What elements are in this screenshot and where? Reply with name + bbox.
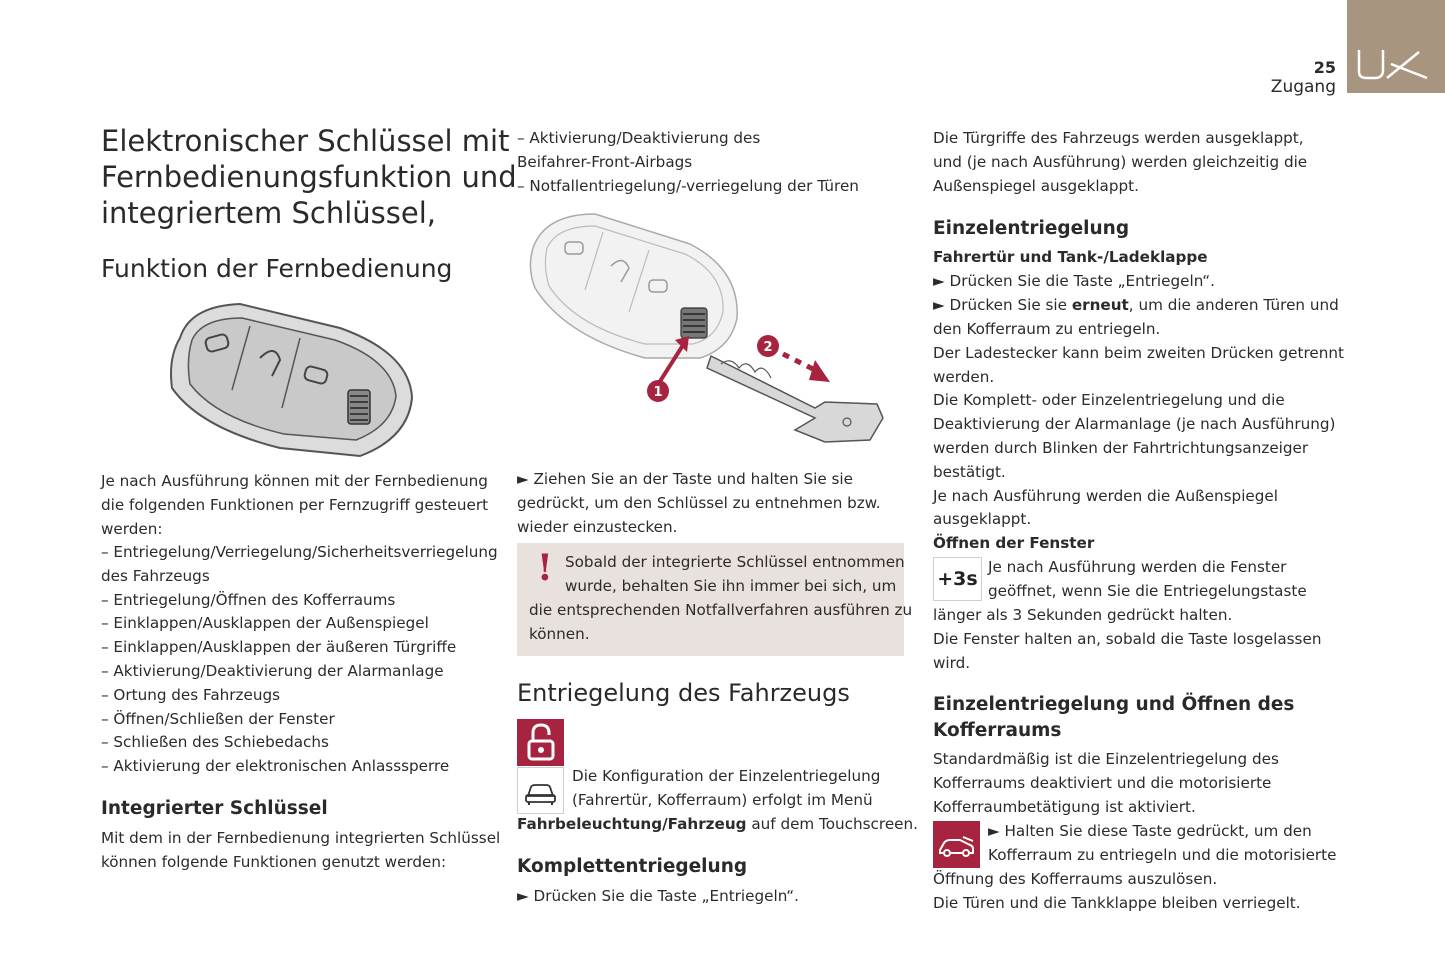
press-once-step: ► Drücken Sie die Taste „Entriegeln“. [933, 272, 1215, 290]
callout-2-label: 2 [763, 340, 773, 355]
text-line: Je nach Ausführung können mit der Fernbedienung [101, 472, 488, 490]
text-line: Sobald der integrierte Schlüssel entnommen [565, 553, 905, 571]
text-line: auf dem Touchscreen. [746, 815, 918, 833]
text-line: Standardmäßig ist die Einzelentriegelung des [933, 750, 1279, 768]
trunk-button-icon-box [933, 821, 980, 868]
text-line: Die Türen und die Tankklappe bleiben verriegelt. [933, 893, 1301, 912]
list-item: – Öffnen/Schließen der Fenster [101, 709, 335, 728]
text-line: werden: [101, 519, 163, 538]
text-line: Die Türgriffe des Fahrzeugs werden ausgeklappt, [933, 129, 1304, 147]
text-line: Kofferraumbetätigung ist aktiviert. [933, 797, 1196, 816]
windows-paragraph [933, 604, 1321, 675]
unlock-icon-box [517, 719, 564, 766]
complete-unlock-step: ► Drücken Sie die Taste „Entriegeln“. [517, 887, 799, 905]
text-line: die entsprechenden Notfallverfahren ausführen zu [529, 601, 913, 619]
text-line: den Kofferraum zu entriegeln. [933, 320, 1161, 338]
plus3s-icon [933, 557, 982, 601]
config-paragraph [572, 765, 880, 813]
heading-unlock-vehicle: Entriegelung des Fahrzeugs [517, 679, 850, 707]
integrated-paragraph [101, 827, 500, 875]
list-item: – Entriegelung/Verriegelung/Sicherheitsverriegelung [101, 543, 498, 561]
heading-integrated-key: Integrierter Schlüssel [101, 798, 328, 819]
list-item: – Aktivierung/Deaktivierung des [517, 129, 761, 147]
main-title [101, 123, 517, 231]
page-number: 25 [1313, 58, 1336, 77]
text-line: Die Fenster halten an, sobald die Taste losgelassen [933, 629, 1322, 648]
title-line: Elektronischer Schlüssel mit [101, 124, 510, 158]
key-removal-illustration [525, 208, 890, 453]
section-tab [1347, 0, 1445, 93]
title-line: integriertem Schlüssel, [101, 196, 436, 230]
unlocked-padlock-icon [517, 719, 564, 766]
ds-logo-icon [1347, 0, 1445, 93]
text-line: und (je nach Ausführung) werden gleichzeitig die [933, 152, 1308, 171]
section-label: Zugang [1270, 77, 1336, 97]
car-icon-box [517, 767, 564, 814]
text-line [565, 551, 905, 599]
text-line: Außenspiegel ausgeklappt. [933, 176, 1139, 195]
config-menu-line [517, 813, 918, 837]
text-line: bestätigt. [933, 462, 1006, 481]
list-item: – Einklappen/Ausklappen der Außenspiegel [101, 614, 429, 633]
list-item: – Ortung des Fahrzeugs [101, 685, 281, 704]
text-line: Die Konfiguration der Einzelentriegelung [572, 767, 881, 785]
handles-paragraph [933, 127, 1307, 198]
text-line: können. [529, 624, 590, 643]
subtitle-remote: Funktion der Fernbedienung [101, 254, 453, 283]
callout-1 [647, 380, 669, 402]
text-line: wurde, behalten Sie ihn immer bei sich, um [565, 576, 897, 595]
text-line: (Fahrertür, Kofferraum) erfolgt im Menü [572, 790, 873, 809]
function-list [101, 541, 498, 779]
text-line: Kofferraum zu entriegeln und die motorisierte [988, 845, 1337, 864]
text-line: werden. [933, 367, 995, 386]
trunk-instruction-bottom [933, 868, 1301, 916]
text-line: Je nach Ausführung werden die Außenspiegel [933, 486, 1278, 505]
text-line: wird. [933, 653, 971, 672]
text-line: Öffnung des Kofferraums auszulösen. [933, 870, 1218, 888]
key-fob-illustration [160, 298, 420, 463]
list-item: – Aktivierung der elektronischen Anlasssperre [101, 757, 450, 776]
text-line: ► Drücken Sie sie [933, 296, 1072, 314]
heading-complete-unlock: Komplettentriegelung [517, 856, 748, 877]
text-line [529, 599, 912, 647]
heading-line: Kofferraums [933, 720, 1062, 741]
plus3s-label: +3s [937, 568, 978, 590]
menu-path: Fahrbeleuchtung/Fahrzeug [517, 815, 747, 833]
warning-icon: ! [537, 547, 553, 589]
text-line: ausgeklappt. [933, 510, 1032, 529]
car-icon [518, 768, 563, 813]
text-line: Deaktivierung der Alarmanlage (je nach Ausführung) [933, 415, 1336, 434]
heading-line: Einzelentriegelung und Öffnen des [933, 694, 1295, 715]
text-line: Die Komplett- oder Einzelentriegelung und die [933, 391, 1285, 410]
pull-key-instruction [517, 468, 881, 539]
integrated-functions-list [517, 127, 859, 198]
text-line: wieder einzustecken. [517, 517, 678, 536]
text-line: Kofferraums deaktiviert und die motorisierte [933, 773, 1272, 792]
list-item: – Notfallentriegelung/-verriegelung der Türen [517, 176, 859, 195]
subheading-driver-door: Fahrertür und Tank-/Ladeklappe [933, 248, 1208, 266]
text-line: werden durch Blinken der Fahrtrichtungsanzeiger [933, 438, 1309, 457]
text-line: ► Halten Sie diese Taste gedrückt, um den [988, 822, 1312, 840]
list-item: – Entriegelung/Öffnen des Kofferraums [101, 590, 396, 609]
list-item: – Schließen des Schiebedachs [101, 733, 329, 752]
text-line: die folgenden Funktionen per Fernzugriff gesteuert [101, 495, 489, 514]
press-again-step [933, 294, 1339, 318]
intro-paragraph [101, 470, 488, 541]
callout-2 [757, 335, 779, 357]
text-line: können folgende Funktionen genutzt werden: [101, 852, 447, 871]
subheading-windows: Öffnen der Fenster [933, 534, 1095, 552]
text-line: geöffnet, wenn Sie die Entriegelungstaste [988, 581, 1307, 600]
single-unlock-paragraph [933, 318, 1344, 532]
emphasis: erneut [1071, 296, 1129, 314]
text-line: Je nach Ausführung werden die Fenster [988, 558, 1287, 576]
text-line: Mit dem in der Fernbedienung integrierten Schlüssel [101, 829, 501, 847]
list-item: des Fahrzeugs [101, 566, 210, 585]
callout-1-label: 1 [653, 385, 663, 400]
heading-trunk-unlock [933, 692, 1294, 744]
windows-paragraph-top [988, 556, 1307, 604]
car-trunk-icon [933, 821, 980, 868]
text-line: ► Ziehen Sie an der Taste und halten Sie sie [517, 470, 853, 488]
heading-single-unlock: Einzelentriegelung [933, 218, 1130, 239]
trunk-paragraph [933, 748, 1279, 819]
text-line: gedrückt, um den Schlüssel zu entnehmen bzw. [517, 493, 881, 512]
list-item: – Einklappen/Ausklappen der äußeren Türgriffe [101, 638, 457, 657]
warning-box [517, 543, 913, 656]
title-line: Fernbedienungsfunktion und [101, 160, 517, 194]
text-line: länger als 3 Sekunden gedrückt halten. [933, 606, 1233, 624]
text-line: , um die anderen Türen und [1128, 296, 1339, 314]
text-line: Der Ladestecker kann beim zweiten Drücken getrennt [933, 343, 1344, 362]
list-item: Beifahrer-Front-Airbags [517, 152, 693, 171]
list-item: – Aktivierung/Deaktivierung der Alarmanlage [101, 661, 444, 680]
trunk-instruction-top [988, 820, 1336, 868]
